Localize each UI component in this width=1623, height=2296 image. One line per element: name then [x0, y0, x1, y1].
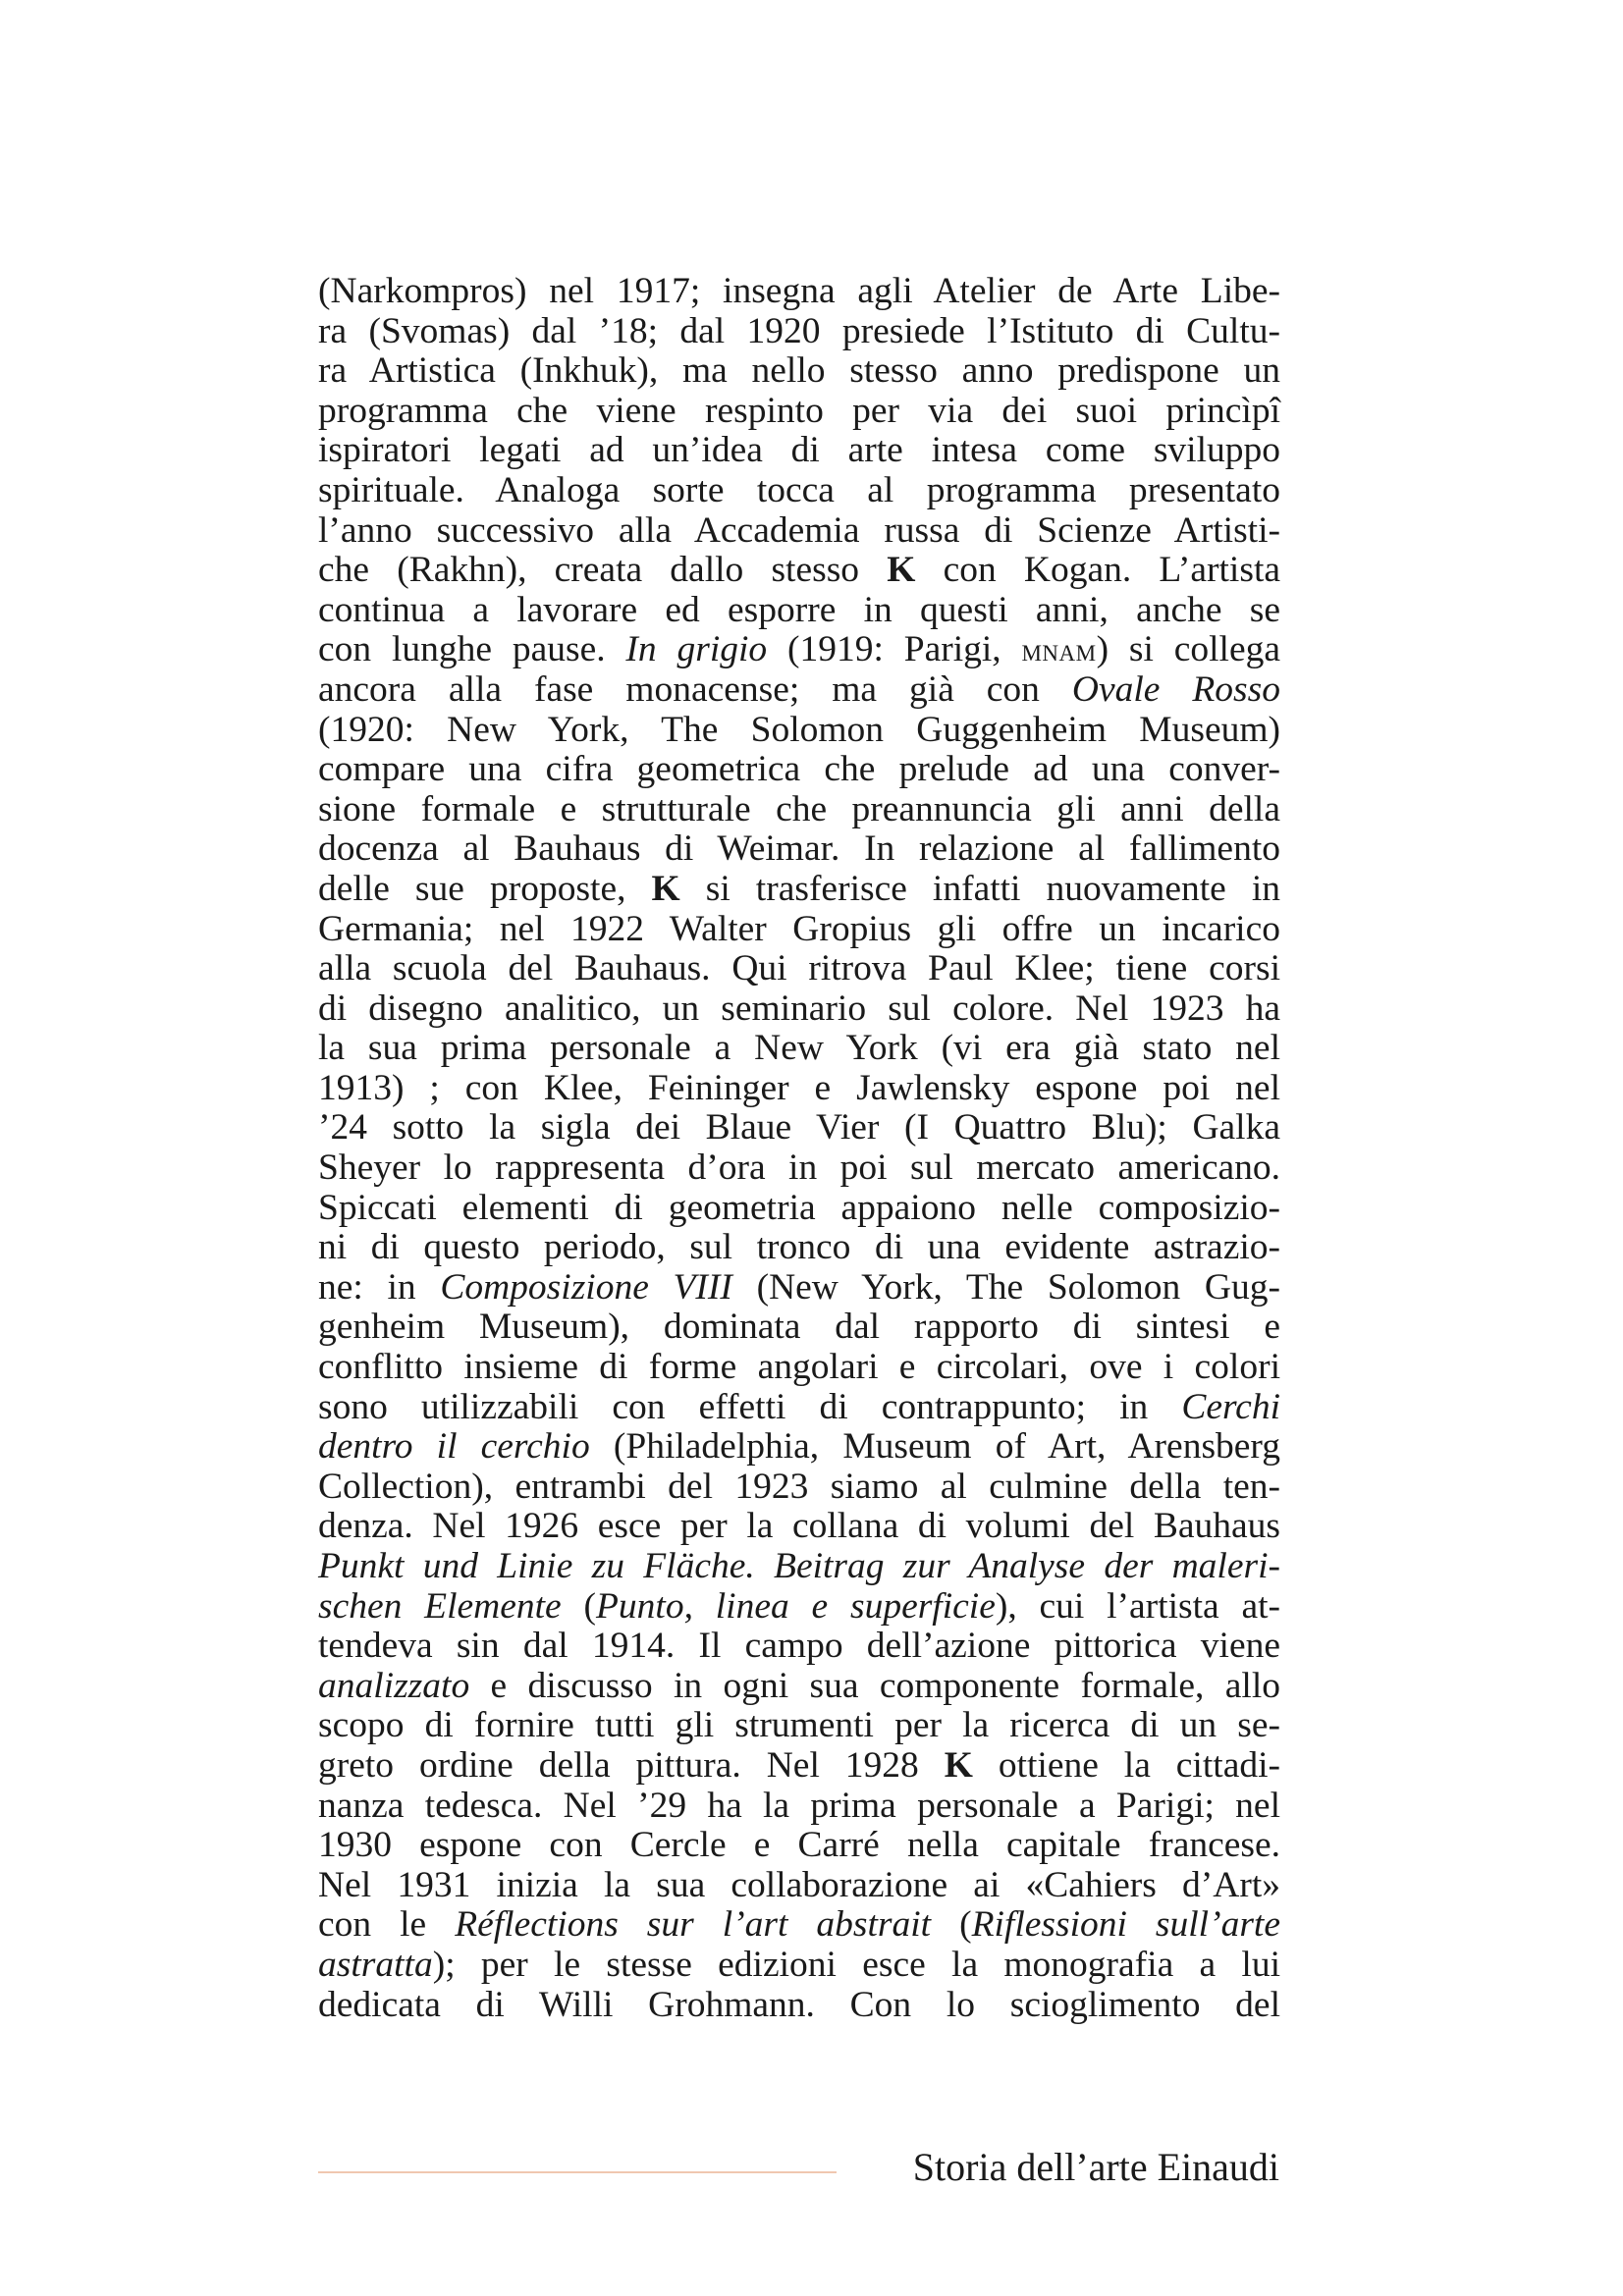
text-run: ra (Svomas) dal ’18; dal 1920 presiede l’Istituto di Cultu-	[318, 310, 1280, 351]
text-run: la sua prima personale a New York (vi era già stato nel	[318, 1028, 1280, 1069]
text-run: dedicata di Willi Grohmann. Con lo scioglimento del	[318, 1984, 1280, 2025]
text-line	[318, 870, 1280, 910]
text-run: continua a lavorare ed esporre in questi anni, anche se	[318, 589, 1280, 630]
text-line	[318, 630, 1280, 670]
text-line	[318, 272, 1280, 312]
text-line	[318, 1587, 1280, 1628]
text-run: (	[931, 1904, 972, 1946]
text-run: di disegno analitico, un seminario sul colore. Nel 1923 ha	[318, 988, 1280, 1029]
text-line	[318, 949, 1280, 989]
text-run: conflitto insieme di forme angolari e circolari, ove i colori	[318, 1347, 1280, 1388]
text-run: (	[561, 1585, 596, 1627]
text-run: ispiratori legati ad un’idea di arte intesa come sviluppo	[318, 430, 1280, 471]
text-run: Composizione VIII	[440, 1266, 732, 1308]
text-run: schen Elemente	[318, 1585, 562, 1627]
footer-title: Storia dell’arte Einaudi	[912, 2145, 1279, 2189]
text-line	[318, 1946, 1280, 1986]
text-line	[318, 312, 1280, 352]
text-run: scopo di fornire tutti gli strumenti per la ricerca di un se-	[318, 1705, 1280, 1746]
text-line	[318, 1866, 1280, 1906]
text-run: spirituale. Analoga sorte tocca al programma presentato	[318, 469, 1280, 510]
text-line	[318, 1507, 1280, 1547]
text-run: analizzato	[318, 1665, 470, 1706]
text-line	[318, 1746, 1280, 1787]
text-line	[318, 551, 1280, 591]
text-line	[318, 351, 1280, 392]
text-run: compare una cifra geometrica che prelude ad una conver-	[318, 749, 1280, 790]
text-line	[318, 910, 1280, 950]
text-line	[318, 1468, 1280, 1508]
text-line	[318, 989, 1280, 1030]
text-run: con Kogan. L’artista	[915, 550, 1281, 591]
text-run: K	[887, 550, 916, 591]
text-run: con lunghe pause.	[318, 629, 626, 670]
text-run: astratta	[318, 1944, 433, 1985]
footer-rule	[318, 2171, 837, 2173]
text-run: Cerchi	[1181, 1386, 1280, 1427]
text-run: che (Rakhn), creata dallo stesso	[318, 550, 888, 591]
text-run: Riflessioni sull’arte	[971, 1904, 1280, 1946]
text-run: delle sue proposte,	[318, 868, 652, 909]
text-line	[318, 392, 1280, 432]
text-line	[318, 1029, 1280, 1069]
text-line	[318, 591, 1280, 631]
text-line	[318, 829, 1280, 870]
text-line	[318, 471, 1280, 511]
text-run: ’24 sotto la sigla dei Blaue Vier (I Quattro Blu); Galka	[318, 1107, 1280, 1148]
text-run: Nel 1931 inizia la sua collaborazione ai «Cahiers d’Art»	[318, 1864, 1280, 1905]
text-run: programma che viene respinto per via dei suoi princìpî	[318, 390, 1280, 431]
text-line	[318, 1427, 1280, 1468]
text-run: ) si collega	[1096, 629, 1281, 670]
text-run: con le	[318, 1904, 456, 1946]
text-run: Germania; nel 1922 Walter Gropius gli offre un incarico	[318, 908, 1280, 949]
text-line	[318, 1108, 1280, 1148]
text-line	[318, 1706, 1280, 1746]
text-run: sione formale e strutturale che preannuncia gli anni della	[318, 788, 1280, 829]
text-run: ottiene la cittadi-	[972, 1744, 1280, 1786]
text-line	[318, 1627, 1280, 1667]
text-line	[318, 750, 1280, 790]
text-run: tendeva sin dal 1914. Il campo dell’azione pittorica viene	[318, 1626, 1280, 1667]
text-run: si trasferisce infatti nuovamente in	[679, 868, 1281, 909]
text-run: K	[651, 868, 680, 909]
text-run: Collection), entrambi del 1923 siamo al culmine della ten-	[318, 1466, 1280, 1507]
text-line	[318, 1905, 1280, 1946]
text-run: Spiccati elementi di geometria appaiono nelle composizio-	[318, 1187, 1280, 1228]
text-run: Punkt und Linie zu Fläche. Beitrag zur Analyse der maleri-	[318, 1546, 1280, 1586]
text-run: alla scuola del Bauhaus. Qui ritrova Paul Klee; tiene corsi	[318, 948, 1280, 989]
text-line	[318, 1826, 1280, 1866]
text-run: Punto, linea e superficie	[596, 1585, 996, 1627]
text-run: Réflections sur l’art abstrait	[455, 1904, 932, 1946]
text-run: docenza al Bauhaus di Weimar. In relazione al fallimento	[318, 828, 1280, 870]
text-run: nanza tedesca. Nel ’29 ha la prima personale a Parigi; nel	[318, 1785, 1280, 1826]
text-line	[318, 511, 1280, 552]
text-line	[318, 1787, 1280, 1827]
text-run: ne: in	[318, 1266, 441, 1308]
body-text	[318, 272, 1280, 2025]
text-run: (New York, The Solomon Gug-	[731, 1266, 1281, 1308]
text-run: genheim Museum), dominata dal rapporto di sintesi e	[318, 1307, 1280, 1348]
text-run: (1920: New York, The Solomon Guggenheim Museum)	[318, 709, 1280, 750]
text-run: mnam	[1021, 633, 1097, 669]
text-run: e discusso in ogni sua componente formale, allo	[469, 1665, 1280, 1706]
text-run: ni di questo periodo, sul tronco di una evidente astrazio-	[318, 1227, 1280, 1268]
text-run: ), cui l’artista at-	[995, 1585, 1281, 1627]
text-run: denza. Nel 1926 esce per la collana di volumi del Bauhaus	[318, 1506, 1280, 1547]
text-run: greto ordine della pittura. Nel 1928	[318, 1744, 945, 1786]
text-run: (1919: Parigi,	[767, 629, 1022, 670]
text-run: Ovale Rosso	[1071, 668, 1280, 710]
text-line	[318, 1388, 1280, 1428]
text-line	[318, 711, 1280, 751]
text-line	[318, 670, 1280, 711]
text-run: l’anno successivo alla Accademia russa di Scienze Artisti-	[318, 509, 1280, 551]
text-line	[318, 1268, 1280, 1308]
text-line	[318, 1228, 1280, 1268]
text-run: (Narkompros) nel 1917; insegna agli Atelier de Arte Libe-	[318, 271, 1280, 311]
text-line	[318, 1547, 1280, 1587]
text-run: 1913) ; con Klee, Feininger e Jawlensky espone poi nel	[318, 1067, 1280, 1108]
text-line	[318, 1189, 1280, 1229]
text-line	[318, 1986, 1280, 2026]
text-line	[318, 1348, 1280, 1388]
text-run: sono utilizzabili con effetti di contrappunto; in	[318, 1386, 1182, 1427]
text-run: ra Artistica (Inkhuk), ma nello stesso anno predispone un	[318, 350, 1280, 392]
text-line	[318, 1069, 1280, 1109]
text-line	[318, 431, 1280, 471]
text-run: In grigio	[625, 629, 768, 670]
text-run: K	[944, 1744, 973, 1786]
text-run: Sheyer lo rappresenta d’ora in poi sul mercato americano.	[318, 1148, 1280, 1189]
text-run: 1930 espone con Cercle e Carré nella capitale francese.	[318, 1825, 1280, 1866]
text-line	[318, 1667, 1280, 1707]
text-run: (Philadelphia, Museum of Art, Arensberg	[589, 1426, 1280, 1468]
text-line	[318, 1308, 1280, 1348]
text-run: dentro il cerchio	[318, 1426, 590, 1468]
text-run: ancora alla fase monacense; ma già con	[318, 668, 1072, 710]
text-line	[318, 1148, 1280, 1189]
text-run: ); per le stesse edizioni esce la monografia a lui	[432, 1944, 1280, 1985]
text-line	[318, 790, 1280, 830]
